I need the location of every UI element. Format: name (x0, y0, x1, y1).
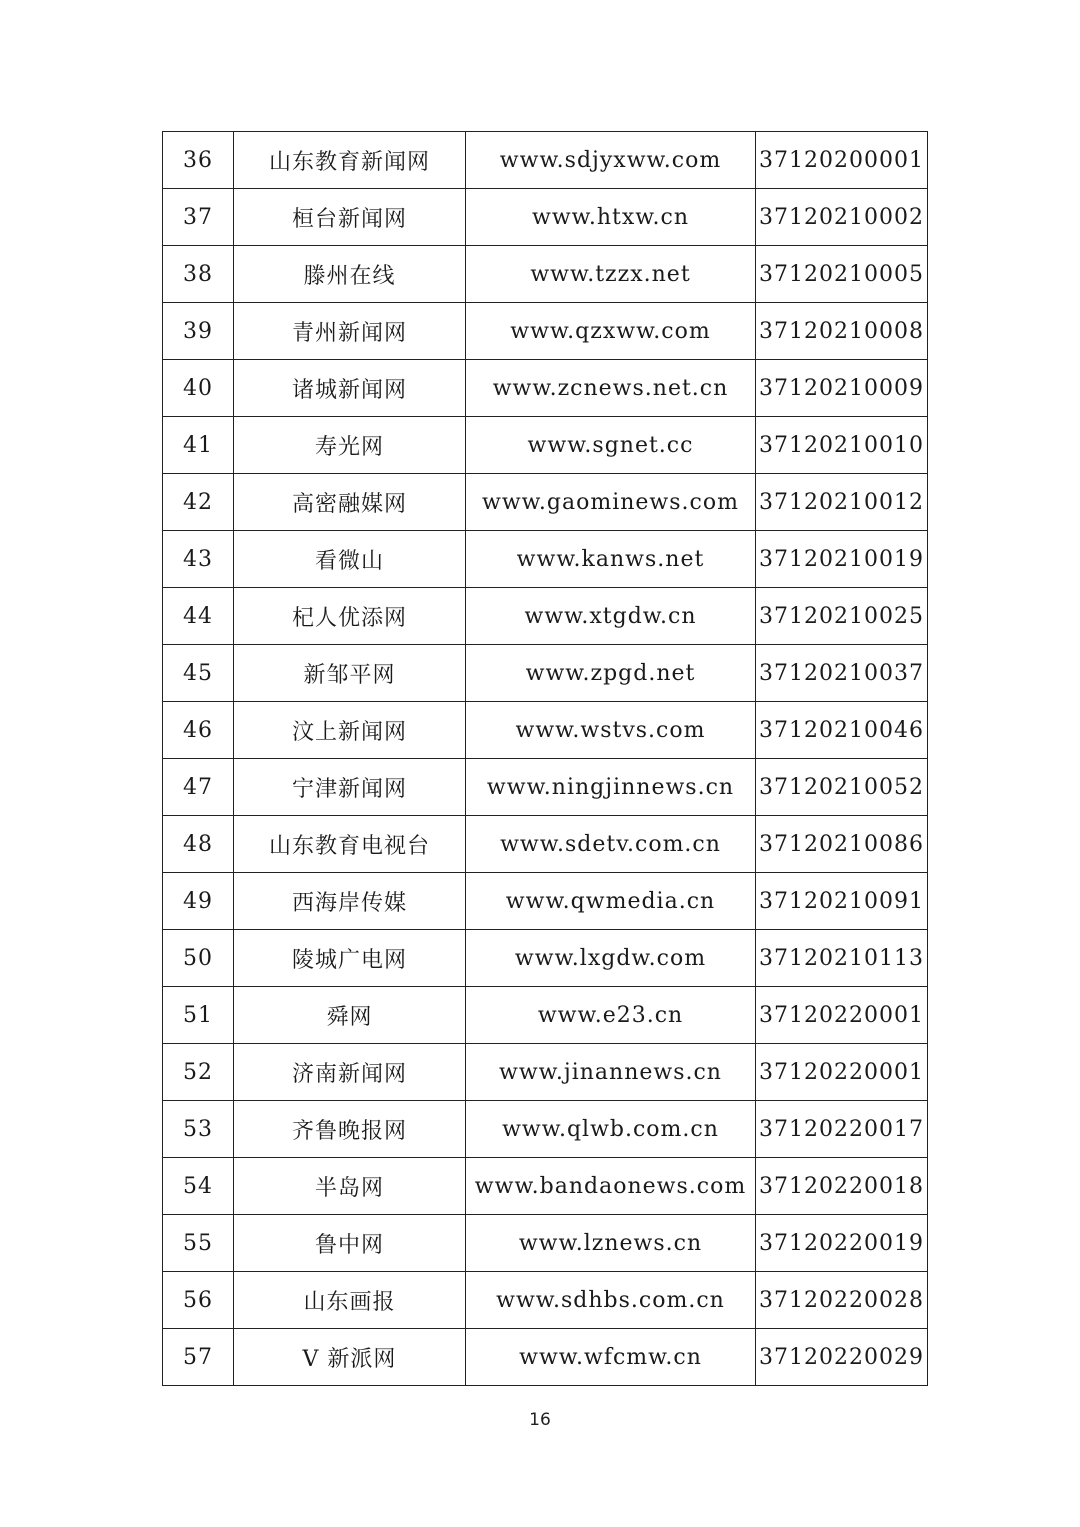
site-name: 舜网 (234, 987, 466, 1044)
site-url: www.htxw.cn (466, 189, 756, 246)
row-number: 42 (163, 474, 234, 531)
registration-code: 37120220019 (756, 1215, 928, 1272)
site-url: www.gaominews.com (466, 474, 756, 531)
row-number: 47 (163, 759, 234, 816)
site-name: 济南新闻网 (234, 1044, 466, 1101)
site-url: www.wfcmw.cn (466, 1329, 756, 1386)
site-url: www.ningjinnews.cn (466, 759, 756, 816)
row-number: 50 (163, 930, 234, 987)
registration-code: 37120210086 (756, 816, 928, 873)
site-url: www.lznews.cn (466, 1215, 756, 1272)
site-name: 新邹平网 (234, 645, 466, 702)
registration-code: 37120210002 (756, 189, 928, 246)
site-url: www.bandaonews.com (466, 1158, 756, 1215)
site-name: 陵城广电网 (234, 930, 466, 987)
site-name: 高密融媒网 (234, 474, 466, 531)
site-name: 杞人优添网 (234, 588, 466, 645)
registration-code: 37120200001 (756, 132, 928, 189)
row-number: 46 (163, 702, 234, 759)
registration-code: 37120210010 (756, 417, 928, 474)
registration-code: 37120210113 (756, 930, 928, 987)
registration-code: 37120220029 (756, 1329, 928, 1386)
registration-code: 37120210005 (756, 246, 928, 303)
row-number: 39 (163, 303, 234, 360)
row-number: 53 (163, 1101, 234, 1158)
registration-code: 37120220028 (756, 1272, 928, 1329)
site-url: www.jinannews.cn (466, 1044, 756, 1101)
site-name: 青州新闻网 (234, 303, 466, 360)
table-row (163, 1158, 928, 1215)
table-row (163, 645, 928, 702)
table-row (163, 1215, 928, 1272)
site-name: 山东教育电视台 (234, 816, 466, 873)
table-row (163, 417, 928, 474)
table-row (163, 1044, 928, 1101)
site-name: 滕州在线 (234, 246, 466, 303)
registration-code: 37120220001 (756, 987, 928, 1044)
row-number: 48 (163, 816, 234, 873)
site-url: www.wstvs.com (466, 702, 756, 759)
site-url: www.e23.cn (466, 987, 756, 1044)
registration-code: 37120220017 (756, 1101, 928, 1158)
table-row (163, 1101, 928, 1158)
site-url: www.sgnet.cc (466, 417, 756, 474)
table-row (163, 930, 928, 987)
website-registry-table (162, 131, 928, 1386)
registration-code: 37120210046 (756, 702, 928, 759)
row-number: 41 (163, 417, 234, 474)
table-row (163, 1272, 928, 1329)
row-number: 55 (163, 1215, 234, 1272)
row-number: 51 (163, 987, 234, 1044)
registration-code: 37120210025 (756, 588, 928, 645)
site-url: www.kanws.net (466, 531, 756, 588)
row-number: 56 (163, 1272, 234, 1329)
table-row (163, 303, 928, 360)
row-number: 43 (163, 531, 234, 588)
site-url: www.sdjyxww.com (466, 132, 756, 189)
row-number: 36 (163, 132, 234, 189)
row-number: 54 (163, 1158, 234, 1215)
table-row (163, 873, 928, 930)
row-number: 38 (163, 246, 234, 303)
site-name: 桓台新闻网 (234, 189, 466, 246)
site-url: www.lxgdw.com (466, 930, 756, 987)
row-number: 49 (163, 873, 234, 930)
table-row (163, 531, 928, 588)
registration-code: 37120220001 (756, 1044, 928, 1101)
registration-code: 37120210019 (756, 531, 928, 588)
row-number: 45 (163, 645, 234, 702)
row-number: 37 (163, 189, 234, 246)
site-name: 齐鲁晚报网 (234, 1101, 466, 1158)
table-row (163, 759, 928, 816)
registration-code: 37120210009 (756, 360, 928, 417)
table-row (163, 360, 928, 417)
site-name: 宁津新闻网 (234, 759, 466, 816)
site-url: www.sdhbs.com.cn (466, 1272, 756, 1329)
site-name: 半岛网 (234, 1158, 466, 1215)
table-row (163, 588, 928, 645)
table-row (163, 702, 928, 759)
registration-code: 37120210052 (756, 759, 928, 816)
table-row (163, 1329, 928, 1386)
registration-code: 37120210008 (756, 303, 928, 360)
table-row (163, 189, 928, 246)
registration-code: 37120210037 (756, 645, 928, 702)
row-number: 57 (163, 1329, 234, 1386)
site-url: www.qwmedia.cn (466, 873, 756, 930)
site-name: 山东画报 (234, 1272, 466, 1329)
table-row (163, 474, 928, 531)
registration-code: 37120210012 (756, 474, 928, 531)
site-name: 鲁中网 (234, 1215, 466, 1272)
site-name: 诸城新闻网 (234, 360, 466, 417)
table-row (163, 246, 928, 303)
table-row (163, 816, 928, 873)
row-number: 40 (163, 360, 234, 417)
site-name: 西海岸传媒 (234, 873, 466, 930)
site-name: V 新派网 (234, 1329, 466, 1386)
site-url: www.xtgdw.cn (466, 588, 756, 645)
site-name: 寿光网 (234, 417, 466, 474)
site-name: 看微山 (234, 531, 466, 588)
site-url: www.zcnews.net.cn (466, 360, 756, 417)
registration-code: 37120210091 (756, 873, 928, 930)
row-number: 44 (163, 588, 234, 645)
registration-code: 37120220018 (756, 1158, 928, 1215)
site-url: www.zpgd.net (466, 645, 756, 702)
site-name: 汶上新闻网 (234, 702, 466, 759)
site-url: www.sdetv.com.cn (466, 816, 756, 873)
row-number: 52 (163, 1044, 234, 1101)
site-url: www.tzzx.net (466, 246, 756, 303)
site-name: 山东教育新闻网 (234, 132, 466, 189)
site-url: www.qlwb.com.cn (466, 1101, 756, 1158)
page-number: 16 (529, 1410, 551, 1430)
table-row (163, 987, 928, 1044)
table-row (163, 132, 928, 189)
site-url: www.qzxww.com (466, 303, 756, 360)
